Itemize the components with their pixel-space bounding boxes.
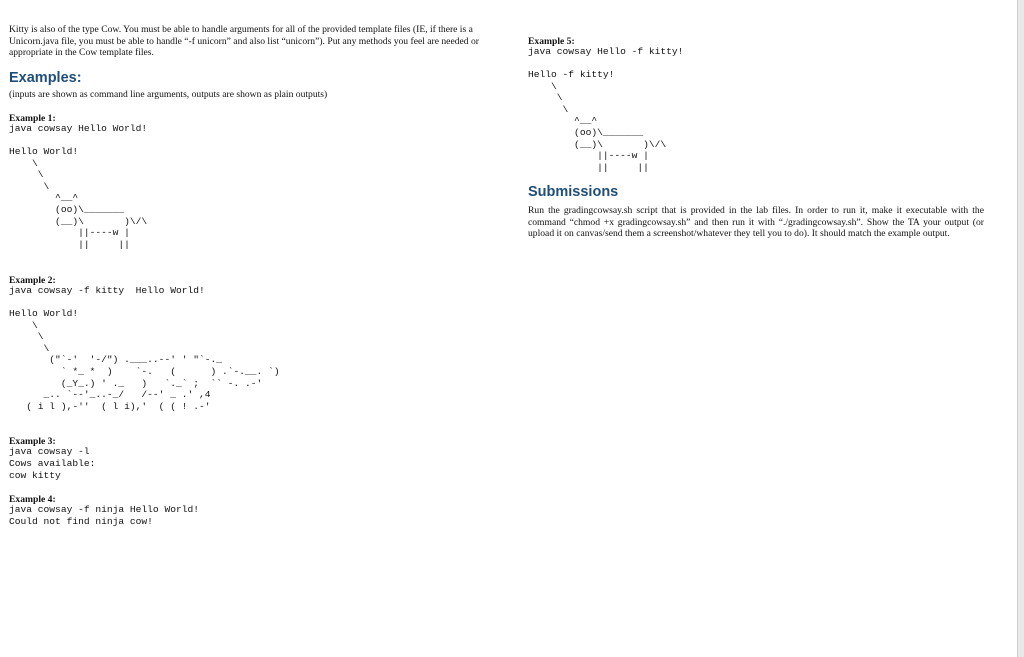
examples-heading: Examples: (9, 70, 82, 86)
example-5-command: java cowsay Hello -f kitty! (528, 46, 684, 57)
example-1-label: Example 1: (9, 113, 56, 124)
example-1-command: java cowsay Hello World! (9, 123, 148, 134)
example-5-output: Hello -f kitty! \ \ \ ^__^ (oo)\_______ (__)\ )\/\ ||----w | || || (528, 69, 667, 173)
examples-note: (inputs are shown as command line arguments, outputs are shown as plain outputs) (9, 89, 328, 100)
submissions-heading: Submissions (528, 184, 619, 200)
example-4-label: Example 4: (9, 494, 56, 505)
example-2-output: Hello World! \ \ \ ("`-' '-/") .___..--' ' "`-._ ` *_ * ) `-. ( ) .`-.__. `) (_Y_.) ' ._ ) `._` ; `` -. .-' _.. `--'_..-_/ /--' _ .' ,4 ( i l ),-'' ( l i),' ( ( ! .-' (9, 308, 280, 412)
example-2-command: java cowsay -f kitty Hello World! (9, 285, 205, 296)
scrollbar-track[interactable] (1017, 0, 1024, 657)
example-4-command: java cowsay -f ninja Hello World! (9, 504, 199, 515)
example-3-output: Cows available: cow kitty (9, 458, 96, 481)
intro-paragraph: Kitty is also of the type Cow. You must be able to handle arguments for all of the provided template files (IE, if there is a Unicorn.java file, you must be able to handle “-f unicorn” and also list “unicorn”). Put any methods you feel are needed or appropriate in the Cow template files. (9, 24, 479, 59)
example-4-output: Could not find ninja cow! (9, 516, 153, 527)
example-3-command: java cowsay -l (9, 446, 90, 457)
submissions-paragraph: Run the gradingcowsay.sh script that is provided in the lab files. In order to run it, make it executable with the command “chmod +x gradingcowsay.sh” and then run it with “./gradingcowsay.sh”. Show the TA your output (or upload it on canvas/send them a screenshot/whatever they tell you to do). It should match the example output. (528, 205, 984, 240)
example-5-label: Example 5: (528, 36, 575, 47)
example-1-output: Hello World! \ \ \ ^__^ (oo)\_______ (__)\ )\/\ ||----w | || || (9, 146, 148, 250)
example-3-label: Example 3: (9, 436, 56, 447)
example-2-label: Example 2: (9, 275, 56, 286)
